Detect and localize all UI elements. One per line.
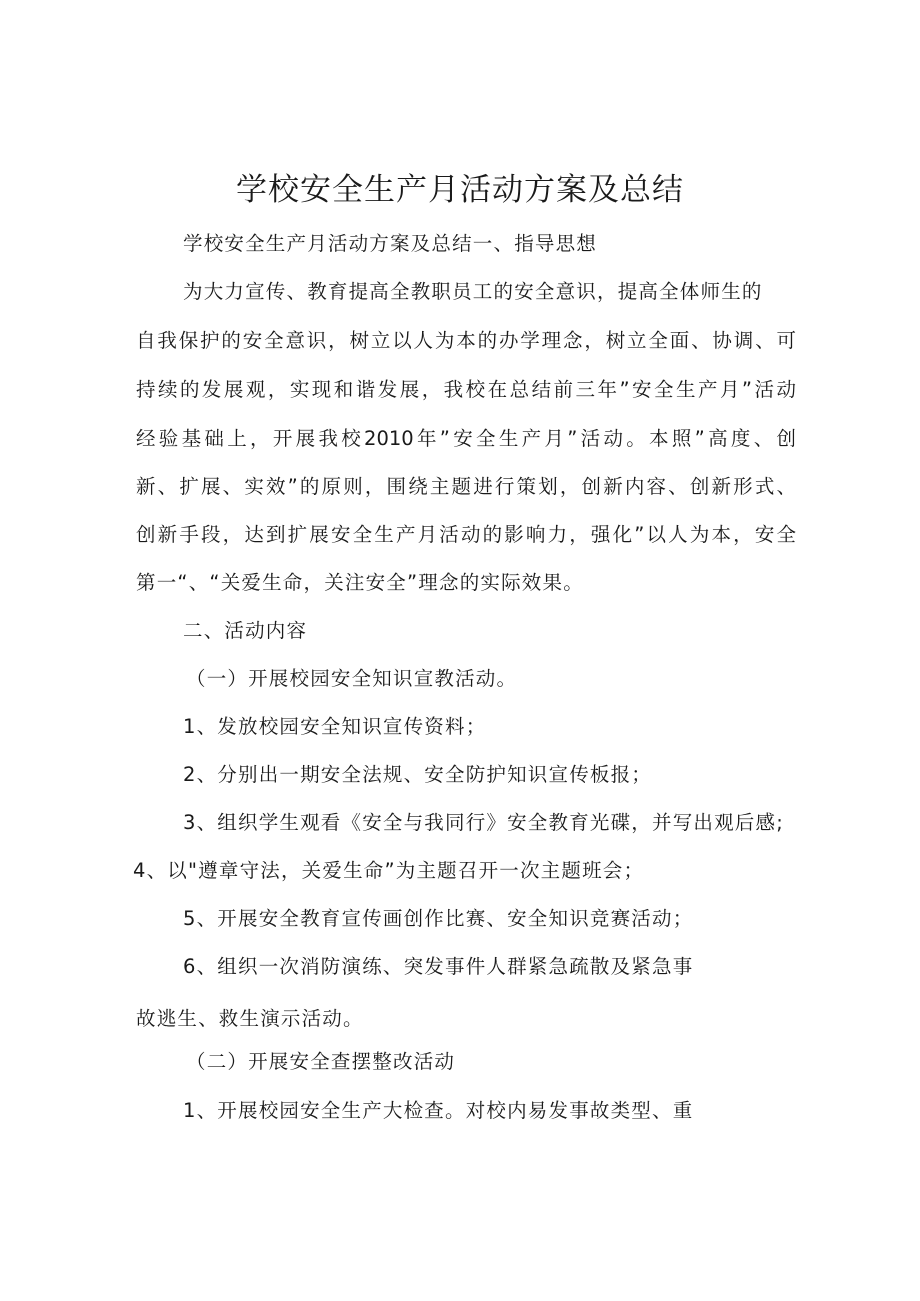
paragraph-line: 持续的发展观，实现和谐发展，我校在总结前三年”安全生产月”活动	[136, 378, 796, 401]
paragraph-line: 第一“、“关爱生命，关注安全”理念的实际效果。	[136, 571, 584, 594]
list-item: 1、发放校园安全知识宣传资料；	[183, 715, 487, 738]
paragraph-line: 自我保护的安全意识，树立以人为本的办学理念，树立全面、协调、可	[136, 329, 796, 352]
paragraph-line: 创新手段，达到扩展安全生产月活动的影响力，强化”以人为本，安全	[136, 523, 796, 546]
subsection-heading-1: （一）开展校园安全知识宣教活动。	[186, 667, 518, 690]
list-item: 4、以"遵章守法，关爱生命”为主题召开一次主题班会；	[133, 859, 645, 882]
list-item: 3、组织学生观看《安全与我同行》安全教育光碟，并写出观后感;	[183, 811, 784, 834]
list-item-continuation: 故逃生、救生演示活动。	[136, 1007, 364, 1030]
subsection-heading-2: （二）开展安全查摆整改活动	[186, 1050, 456, 1073]
paragraph-line: 新、扩展、实效”的原则，围绕主题进行策划，创新内容、创新形式、	[136, 475, 796, 498]
list-item: 5、开展安全教育宣传画创作比赛、安全知识竞赛活动；	[183, 907, 694, 930]
section-heading-activity-content: 二、活动内容	[183, 619, 308, 642]
section-heading-guiding-ideology: 学校安全生产月活动方案及总结一、指导思想	[183, 232, 598, 255]
paragraph-line: 经验基础上，开展我校2010年”安全生产月”活动。本照”高度、创	[136, 427, 796, 450]
document-title: 学校安全生产月活动方案及总结	[236, 172, 684, 208]
list-item: 2、分别出一期安全法规、安全防护知识宣传板报；	[183, 763, 653, 786]
list-item: 6、组织一次消防演练、突发事件人群紧急疏散及紧急事	[183, 955, 694, 978]
paragraph-line: 为大力宣传、教育提高全教职员工的安全意识，提高全体师生的	[183, 280, 763, 303]
list-item: 1、开展校园安全生产大检查。对校内易发事故类型、重	[183, 1099, 694, 1122]
